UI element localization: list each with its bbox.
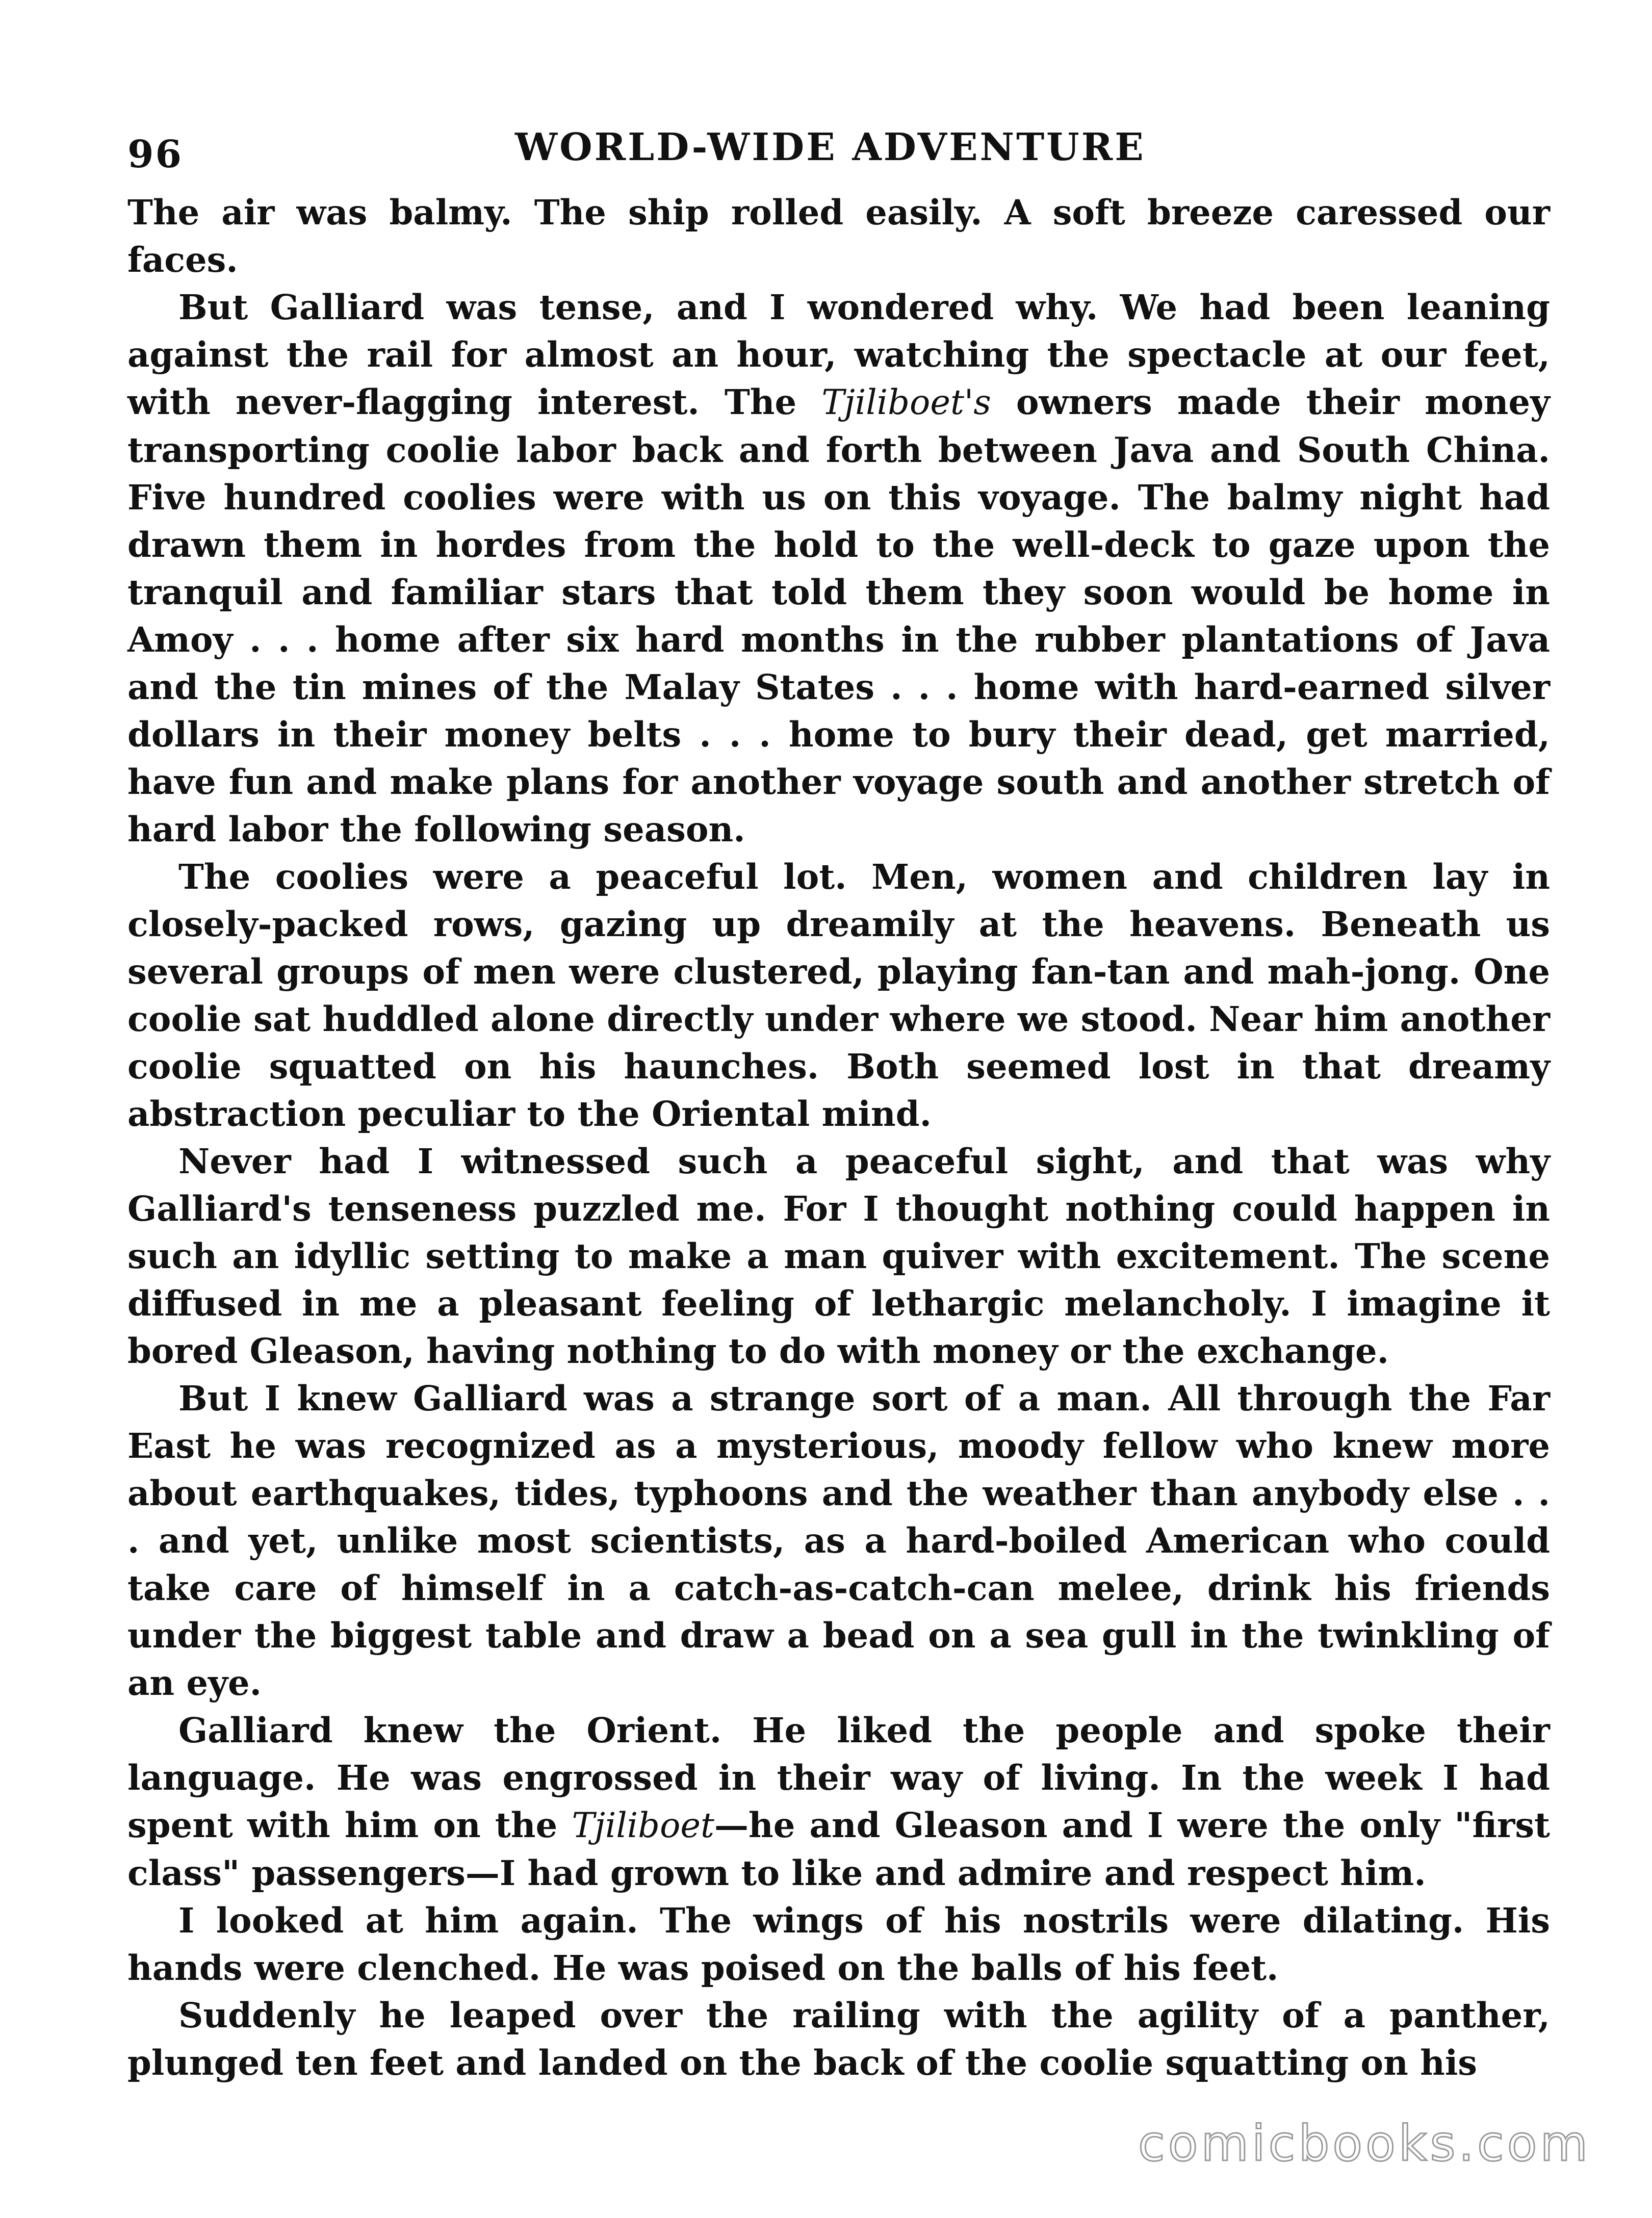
paragraph-5: [127, 1375, 1550, 1707]
paragraph-1: [127, 189, 1550, 283]
paragraph-text: I looked at him again. The wings of his nostrils were dilating. His hands were clenched. He was poised on the balls of his feet.: [127, 1900, 1550, 1988]
paragraph-4: [127, 1138, 1550, 1375]
ship-name-italic: Tjiliboet: [572, 1806, 714, 1845]
body-text: [127, 189, 1550, 2086]
running-title: WORLD-WIDE ADVENTURE: [515, 125, 1146, 169]
paragraph-text: But I knew Galliard was a strange sort of a man. All through the Far East he was recognized as a mysterious, moody fellow who knew more about earthquakes, tides, typhoons and the weather than anybody else . . . and yet, unlike most scientists, as a hard-boiled American who could take care of himself in a catch-as-catch-can melee, drink his friends under the biggest table and draw a bead on a sea gull in the twinkling of an eye.: [127, 1378, 1550, 1703]
paragraph-text: —he and Gleason and I were the only "first class" passengers—I had grown to like and admire and respect him.: [127, 1805, 1551, 1893]
paragraph-text: Never had I witnessed such a peaceful sight, and that was why Galliard's tenseness puzzled me. For I thought nothing could happen in such an idyllic setting to make a man quiver with excitement. The scene diffused in me a pleasant feeling of lethargic melancholy. I imagine it bored Gleason, having nothing to do with money or the exchange.: [127, 1141, 1550, 1371]
watermark: comicbooks.com: [1138, 2115, 1591, 2172]
paragraph-text: The coolies were a peaceful lot. Men, women and children lay in closely-packed rows, gazing up dreamily at the heavens. Beneath us several groups of men were clustered, playing fan-tan and mah-jong. One coolie sat huddled alone directly under where we stood. Near him another coolie squatted on his haunches. Both seemed lost in that dreamy abstraction peculiar to the Oriental mind.: [127, 857, 1550, 1134]
page-number: 96: [127, 133, 183, 176]
paragraph-text: Suddenly he leaped over the railing with the agility of a panther, plunged ten feet and landed on the back of the coolie squatting on his: [127, 1995, 1550, 2083]
paragraph-8: [127, 1992, 1550, 2086]
paragraph-text: The air was balmy. The ship rolled easily. A soft breeze caressed our faces.: [127, 192, 1550, 280]
paragraph-6: [127, 1707, 1550, 1897]
paragraph-7: [127, 1897, 1550, 1992]
running-head: [127, 122, 1550, 189]
book-page: [127, 122, 1550, 2136]
ship-name-italic: Tjiliboet's: [821, 382, 991, 422]
paragraph-text: owners made their money transporting coolie labor back and forth between Java and South China. Five hundred coolies were with us on this voyage. The balmy night had drawn them in hordes from the hold to the well-deck to gaze upon the tranquil and familiar stars that told them they soon would be home in Amoy . . . home after six hard months in the rubber plantations of Java and the tin mines of the Malay States . . . home with hard-earned silver dollars in their money belts . . . home to bury their dead, get married, have fun and make plans for another voyage south and another stretch of hard labor the following season.: [127, 382, 1550, 849]
paragraph-text: But Galliard was tense, and I wondered why. We had been leaning against the rail for almost an hour, watching the spectacle at our feet, with never-flagging interest. The: [127, 287, 1550, 422]
paragraph-text: Galliard knew the Orient. He liked the people and spoke their language. He was engrossed in their way of living. In the week I had spent with him on the: [127, 1710, 1550, 1845]
paragraph-2: [127, 283, 1550, 853]
paragraph-3: [127, 853, 1550, 1138]
